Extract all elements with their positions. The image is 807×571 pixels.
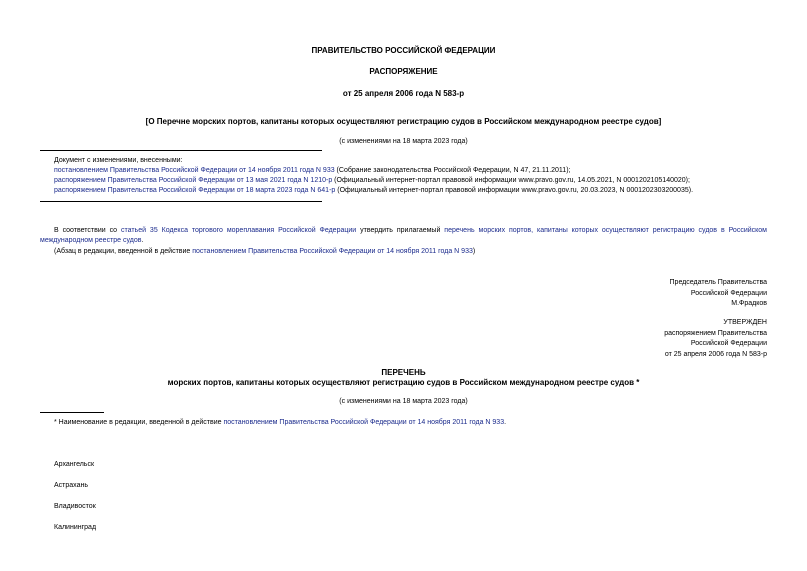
list-changes-note: (с изменениями на 18 марта 2023 года) — [339, 398, 468, 405]
body-paragraph-line: международном реестре судов. — [40, 237, 144, 244]
approval-line: Российской Федерации — [690, 340, 767, 347]
list-heading: ПЕРЕЧЕНЬ — [381, 368, 426, 377]
approval-line: от 25 апреля 2006 года N 583-р — [664, 351, 767, 358]
divider — [40, 150, 322, 151]
list-subheading: морских портов, капитаны которых осуществляют регистрацию судов в Российском международном реестре судов * — [167, 378, 640, 387]
list-item: Владивосток — [54, 503, 96, 510]
government-heading: ПРАВИТЕЛЬСТВО РОССИЙСКОЙ ФЕДЕРАЦИИ — [311, 46, 496, 55]
port-list-link[interactable]: перечень морских портов, капитаны которых осуществляют регистрацию судов в Российском — [444, 227, 767, 234]
footnote: * Наименование в редакции, введенной в действие постановлением Правительства Российской Федерации от 14 ноября 2011 года N 933. — [54, 419, 507, 426]
amendment-link[interactable]: распоряжением Правительства Российской Федерации от 13 мая 2021 года N 1210-р — [54, 177, 333, 184]
list-item: Астрахань — [54, 482, 88, 489]
document-date-number: от 25 апреля 2006 года N 583-р — [342, 89, 465, 98]
signature-name: М.Фрадков — [731, 300, 767, 307]
body-paragraph-line: В соответствии со статьей 35 Кодекса торгового мореплавания Российской Федерации утвердить прилагаемый перечень морских портов, капитаны которых осуществляют регистрацию судов в Российском — [54, 227, 767, 234]
amendment-link[interactable]: распоряжением Правительства Российской Федерации от 18 марта 2023 года N 641-р — [54, 187, 336, 194]
divider — [40, 201, 322, 202]
changes-note: (с изменениями на 18 марта 2023 года) — [339, 138, 468, 145]
footnote-link[interactable]: постановлением Правительства Российской Федерации от 14 ноября 2011 года N 933 — [223, 419, 505, 426]
approval-line: УТВЕРЖДЕН — [723, 319, 767, 326]
approval-line: распоряжением Правительства — [664, 330, 767, 337]
list-item: Архангельск — [54, 461, 95, 468]
edit-note: (Абзац в редакции, введенной в действие постановлением Правительства Российской Федерации от 14 ноября 2011 года N 933) — [54, 248, 476, 255]
amendments-intro: Документ с изменениями, внесенными: — [54, 157, 183, 164]
port-list-link[interactable]: международном реестре судов — [40, 237, 142, 244]
amendment-item: постановлением Правительства Российской Федерации от 14 ноября 2011 года N 933 (Собрание законодательства Российской Федерации, N 47, 21.11.2011); — [54, 167, 571, 174]
resolution-link[interactable]: постановлением Правительства Российской Федерации от 14 ноября 2011 года N 933 — [192, 248, 473, 255]
amendment-link[interactable]: постановлением Правительства Российской Федерации от 14 ноября 2011 года N 933 — [54, 167, 335, 174]
footnote-divider — [40, 412, 104, 413]
code-article-link[interactable]: статьей 35 Кодекса торгового мореплавания Российской Федерации — [120, 227, 357, 234]
document-title: [О Перечне морских портов, капитаны которых осуществляют регистрацию судов в Российском международном реестре судов] — [145, 117, 662, 126]
signature-line: Российской Федерации — [690, 290, 767, 297]
amendment-item: распоряжением Правительства Российской Федерации от 13 мая 2021 года N 1210-р (Официальный интернет-портал правовой информации www.pravo.gov.ru, 14.05.2021, N 0001202105140020); — [54, 177, 690, 184]
signature-line: Председатель Правительства — [669, 279, 767, 286]
list-item: Калининград — [54, 524, 97, 531]
amendment-item: распоряжением Правительства Российской Федерации от 18 марта 2023 года N 641-р (Официальный интернет-портал правовой информации www.pravo.gov.ru, 20.03.2023, N 0001202303200035). — [54, 187, 694, 194]
document-type: РАСПОРЯЖЕНИЕ — [369, 67, 438, 76]
